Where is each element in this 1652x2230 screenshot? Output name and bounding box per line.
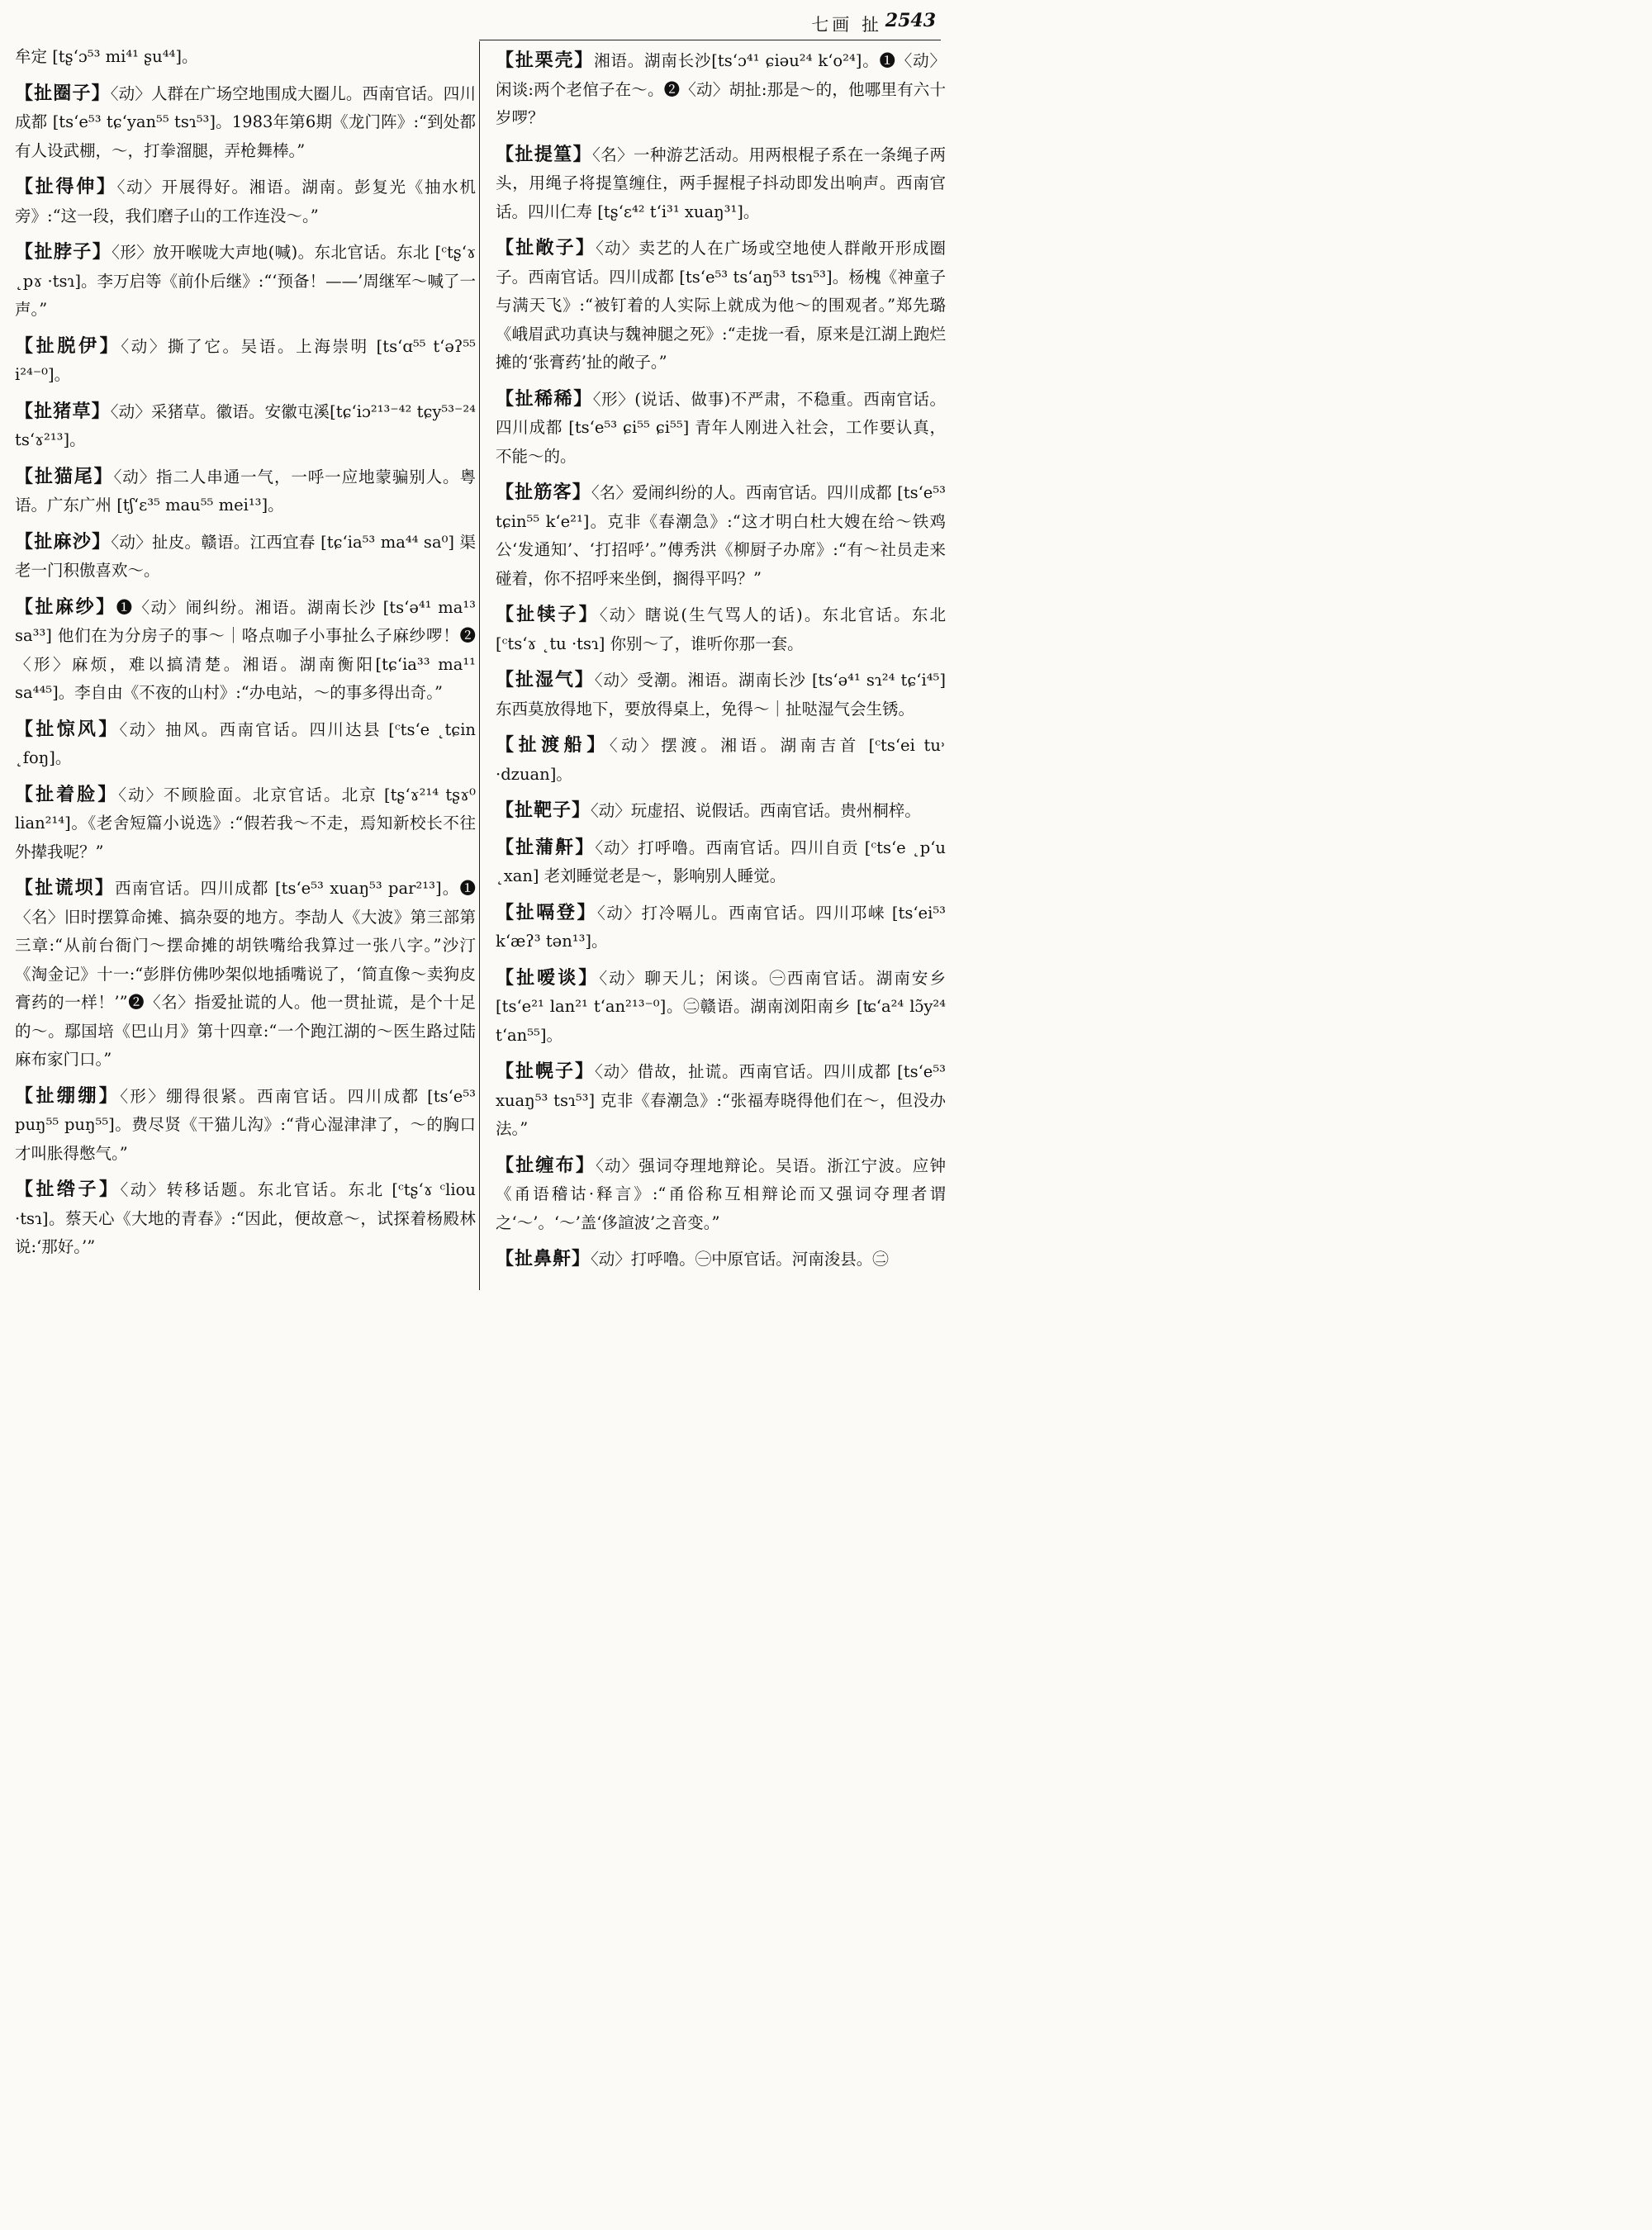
dictionary-entry: 【扯敞子】〈动〉卖艺的人在广场或空地使人群敞开形成圈子。西南官话。四川成都 [tsʻe⁵³ tsʻaŋ⁵³ tsɿ⁵³]。杨槐《神童子与满天飞》:“被钉着的人实际上就成为他～的围观者。”郑先璐《峨眉武功真诀与魏神腿之死》:“走拢一看，原来是江湖上跑烂摊的‘张膏药’扯的敞子。” bbox=[496, 237, 946, 372]
dictionary-entry: 【扯湿气】〈动〉受潮。湘语。湖南长沙 [tsʻə⁴¹ sɿ²⁴ tɕʻi⁴⁵] 东西莫放得地下，要放得桌上，免得～｜扯哒湿气会生锈。 bbox=[496, 669, 946, 719]
dictionary-entry: 【扯绷绷】〈形〉绷得很紧。西南官话。四川成都 [tsʻe⁵³ puŋ⁵⁵ puŋ⁵⁵]。费尽贤《干猫儿沟》:“背心湿津津了，～的胸口才叫胀得憋气。” bbox=[15, 1084, 476, 1163]
dictionary-entry: 【扯幌子】〈动〉借故，扯谎。西南官话。四川成都 [tsʻe⁵³ xuaŋ⁵³ tsɿ⁵³] 克非《春潮急》:“张福寿晓得他们在～，但没办法。” bbox=[496, 1060, 946, 1138]
entry-headword: 扯鼻鼾 bbox=[515, 1248, 572, 1269]
entry-headword: 扯谎坝 bbox=[35, 877, 95, 899]
entry-definition: 〈动〉不顾脸面。北京官话。北京 [tʂʻɤ²¹⁴ tʂɤ⁰ lian²¹⁴]。《老舍短篇小说选》:“假若我～不走，焉知新校长不往外撵我呢？” bbox=[15, 785, 476, 861]
entry-headword: 扯绷绷 bbox=[36, 1084, 99, 1107]
dictionary-entry: 【扯脱伊】〈动〉撕了它。吴语。上海崇明 [tsʻɑ⁵⁵ tʻəʔ⁵⁵ i²⁴⁻⁰]。 bbox=[15, 334, 476, 384]
entry-definition: 〈名〉一种游艺活动。用两根棍子系在一条绳子两头，用绳子将提篁缠住，两手握棍子抖动即发出响声。西南官话。四川仁寿 [tʂʻɛ⁴² tʻi³¹ xuaŋ³¹]。 bbox=[496, 145, 946, 221]
entry-headword: 扯筋客 bbox=[515, 482, 572, 503]
entry-definition: ❶〈动〉闹纠纷。湘语。湖南长沙 [tsʻə⁴¹ ma¹³ sa³³] 他们在为分房子的事～｜咯点咖子小事扯么子麻纱啰！❷〈形〉麻烦，难以搞清楚。湘语。湖南衡阳[tɕʻia³³ ma¹¹ sa⁴⁴⁵]。李自由《不夜的山村》:“办电站，～的事多得出奇。” bbox=[15, 597, 476, 702]
entry-definition: 〈动〉强词夺理地辩论。吴语。浙江宁波。应钟《甬语稽诂·释言》:“甬俗称互相辩论而又强词夺理者谓之‘～’。‘～’盖‘侈諠波’之音变。” bbox=[496, 1155, 946, 1232]
entry-definition: 〈动〉抽风。西南官话。四川达县 [ᶜtsʻe ˛tɕin ˛foŋ]。 bbox=[15, 719, 476, 767]
entry-definition: 〈动〉借故，扯谎。西南官话。四川成都 [tsʻe⁵³ xuaŋ⁵³ tsɿ⁵³] 克非《春潮急》:“张福寿晓得他们在～，但没办法。” bbox=[496, 1062, 946, 1138]
dictionary-entry: 【扯猪草】〈动〉采猪草。徽语。安徽屯溪[tɕʻiɔ²¹³⁻⁴² tɕy⁵³⁻²⁴ tsʻɤ²¹³]。 bbox=[15, 400, 476, 449]
entry-headword: 扯猪草 bbox=[34, 400, 92, 422]
right-column bbox=[496, 46, 946, 1282]
entry-headword: 扯惊风 bbox=[36, 718, 99, 740]
page-header bbox=[0, 5, 961, 33]
entry-definition: 〈动〉扯皮。赣语。江西宜春 [tɕʻia⁵³ ma⁴⁴ sa⁰] 渠老一门积傲喜欢～。 bbox=[15, 532, 476, 580]
dictionary-entry: 【扯绺子】〈动〉转移话题。东北官话。东北 [ᶜtʂʻɤ ᶜliou ·tsɿ]。蔡天心《大地的青春》:“因此，便故意～，试探着杨殿林说:‘那好。’” bbox=[15, 1179, 476, 1256]
dictionary-entry: 【扯稀稀】〈形〉(说话、做事)不严肃，不稳重。西南官话。四川成都 [tsʻe⁵³ ɕi⁵⁵ ɕi⁵⁵] 青年人刚进入社会，工作要认真，不能～的。 bbox=[496, 387, 946, 466]
dictionary-entry: 【扯缠布】〈动〉强词夺理地辩论。吴语。浙江宁波。应钟《甬语稽诂·释言》:“甬俗称互相辩论而又强词夺理者谓之‘～’。‘～’盖‘侈諠波’之音变。” bbox=[496, 1154, 946, 1232]
continued-text: 牟定 [tʂʻɔ⁵³ mi⁴¹ ʂu⁴⁴]。 bbox=[15, 47, 198, 66]
entry-definition: 〈动〉打呼噜。西南官话。四川自贡 [ᶜtsʻe ˛pʻu ˛xan] 老刘睡觉老是～，影响别人睡觉。 bbox=[496, 837, 946, 885]
entry-definition: 〈动〉转移话题。东北官话。东北 [ᶜtʂʻɤ ᶜliou ·tsɿ]。蔡天心《大地的青春》:“因此，便故意～，试探着杨殿林说:‘那好。’” bbox=[15, 1180, 476, 1256]
entry-headword: 扯栗壳 bbox=[515, 50, 575, 71]
column-divider bbox=[479, 41, 480, 1290]
entry-definition: 〈动〉打呼噜。㊀中原官话。河南浚县。㊁ bbox=[591, 1250, 889, 1269]
entry-definition: 〈动〉指二人串通一气，一呼一应地蒙骗别人。粤语。广东广州 [tʃʻɛ³⁵ mau⁵⁵ mei¹³]。 bbox=[15, 467, 476, 515]
dictionary-entry: 【扯筋客】〈名〉爱闹纠纷的人。西南官话。四川成都 [tsʻe⁵³ tɕin⁵⁵ kʻe²¹]。克非《春潮急》:“这才明白杜大嫂在给～铁鸡公‘发通知’、‘打招呼’。”傅秀洪《柳厨子办席》:“有～社员走来碰着，你不招呼来坐倒，搁得平吗？” bbox=[496, 482, 946, 588]
entry-headword: 扯脖子 bbox=[34, 241, 93, 263]
entry-headword: 扯麻沙 bbox=[34, 530, 93, 553]
entry-headword: 扯蒲鼾 bbox=[515, 836, 576, 858]
dictionary-entry: 【扯提篁】〈名〉一种游艺活动。用两根棍子系在一条绳子两头，用绳子将提篁缠住，两手握棍子抖动即发出响声。西南官话。四川仁寿 [tʂʻɛ⁴² tʻi³¹ xuaŋ³¹]。 bbox=[496, 143, 946, 221]
dictionary-entry: 【扯栗壳】湘语。湖南长沙[tsʻɔ⁴¹ ɕiəu²⁴ kʻo²⁴]。❶〈动〉闲谈:两个老倌子在～。❷〈动〉胡扯:那是～的，他哪里有六十岁啰？ bbox=[496, 50, 946, 127]
entry-headword: 扯圈子 bbox=[34, 82, 92, 104]
dictionary-entry: 【扯靶子】〈动〉玩虚招、说假话。西南官话。贵州桐梓。 bbox=[496, 799, 921, 821]
dictionary-entry: 【扯蒲鼾】〈动〉打呼噜。西南官话。四川自贡 [ᶜtsʻe ˛pʻu ˛xan] 老刘睡觉老是～，影响别人睡觉。 bbox=[496, 836, 946, 885]
entry-definition: 〈动〉撕了它。吴语。上海崇明 [tsʻɑ⁵⁵ tʻəʔ⁵⁵ i²⁴⁻⁰]。 bbox=[15, 336, 476, 384]
entry-definition: 湘语。湖南长沙[tsʻɔ⁴¹ ɕiəu²⁴ kʻo²⁴]。❶〈动〉闲谈:两个老倌子在～。❷〈动〉胡扯:那是～的，他哪里有六十岁啰？ bbox=[496, 51, 946, 127]
dictionary-entry: 【扯惊风】〈动〉抽风。西南官话。四川达县 [ᶜtsʻe ˛tɕin ˛foŋ]。 bbox=[15, 718, 476, 767]
entry-definition: 〈动〉受潮。湘语。湖南长沙 [tsʻə⁴¹ sɿ²⁴ tɕʻi⁴⁵] 东西莫放得地下，要放得桌上，免得～｜扯哒湿气会生锈。 bbox=[496, 671, 946, 719]
entry-definition: 〈动〉打冷嗝儿。西南官话。四川邛崃 [tsʻei⁵³ kʻæʔ³ tən¹³]。 bbox=[496, 903, 946, 951]
entry-definition: 〈形〉放开喉咙大声地(喊)。东北官话。东北 [ᶜtʂʻɤ ˛pɤ ·tsɿ]。李万启等《前仆后继》:“‘预备！——’周继军～喊了一声。” bbox=[15, 243, 476, 319]
entry-headword: 扯敞子 bbox=[515, 237, 576, 259]
entry-headword: 扯得伸 bbox=[35, 176, 97, 197]
entry-definition: 〈动〉卖艺的人在广场或空地使人群敞开形成圈子。西南官话。四川成都 [tsʻe⁵³ tsʻaŋ⁵³ tsɿ⁵³]。杨槐《神童子与满天飞》:“被钉着的人实际上就成为他～的围观者。”郑先璐《峨眉武功真诀与魏神腿之死》:“走拢一看，原来是江湖上跑烂摊的‘张膏药’扯的敞子。” bbox=[496, 239, 946, 372]
dictionary-entry: 【扯着脸】〈动〉不顾脸面。北京官话。北京 [tʂʻɤ²¹⁴ tʂɤ⁰ lian²¹⁴]。《老舍短篇小说选》:“假若我～不走，焉知新校长不往外撵我呢？” bbox=[15, 783, 476, 861]
entry-headword: 扯稀稀 bbox=[515, 387, 574, 410]
entry-headword: 扯着脸 bbox=[36, 783, 98, 805]
entry-definition: 〈名〉爱闹纠纷的人。西南官话。四川成都 [tsʻe⁵³ tɕin⁵⁵ kʻe²¹]。克非《春潮急》:“这才明白杜大嫂在给～铁鸡公‘发通知’、‘打招呼’。”傅秀洪《柳厨子办席》:“有～社员走来碰着，你不招呼来坐倒，搁得平吗？” bbox=[496, 483, 946, 588]
entry-definition: 〈动〉聊天儿；闲谈。㊀西南官话。湖南安乡 [tsʻe²¹ lan²¹ tʻan²¹³⁻⁰]。㊁赣语。湖南浏阳南乡 [ʨʻa²⁴ lɔ̃y²⁴ tʻan⁵⁵]。 bbox=[496, 968, 946, 1045]
dictionary-entry: 【扯嗳谈】〈动〉聊天儿；闲谈。㊀西南官话。湖南安乡 [tsʻe²¹ lan²¹ tʻan²¹³⁻⁰]。㊁赣语。湖南浏阳南乡 [ʨʻa²⁴ lɔ̃y²⁴ tʻan⁵⁵]。 bbox=[496, 966, 946, 1045]
entry-headword: 扯湿气 bbox=[515, 669, 575, 690]
dictionary-entry: 【扯嗝登】〈动〉打冷嗝儿。西南官话。四川邛崃 [tsʻei⁵³ kʻæʔ³ tən¹³]。 bbox=[496, 901, 946, 951]
dictionary-entry: 【扯鼻鼾】〈动〉打呼噜。㊀中原官话。河南浚县。㊁ bbox=[496, 1248, 889, 1269]
entry-headword: 扯提篁 bbox=[515, 143, 573, 165]
entry-definition: 〈动〉摆渡。湘语。湖南吉首 [ᶜtsʻei tu˒ ·dzuan]。 bbox=[496, 736, 946, 784]
entry-headword: 扯缠布 bbox=[515, 1154, 576, 1176]
left-column bbox=[15, 43, 476, 1269]
entry-headword: 扯靶子 bbox=[515, 799, 572, 821]
entry-definition: 〈形〉(说话、做事)不严肃，不稳重。西南官话。四川成都 [tsʻe⁵³ ɕi⁵⁵ ɕi⁵⁵] 青年人刚进入社会，工作要认真，不能～的。 bbox=[496, 389, 946, 466]
entry-definition: 〈动〉人群在广场空地围成大圈儿。西南官话。四川成都 [tsʻe⁵³ tɕʻyan⁵⁵ tsɿ⁵³]。1983年第6期《龙门阵》:“到处都有人设武棚，～，打拳溜腿，弄枪舞棒。” bbox=[15, 83, 476, 160]
dictionary-entry: 【扯麻沙】〈动〉扯皮。赣语。江西宜春 [tɕʻia⁵³ ma⁴⁴ sa⁰] 渠老一门积傲喜欢～。 bbox=[15, 530, 476, 580]
dictionary-entry: 【扯犊子】〈动〉瞎说(生气骂人的话)。东北官话。东北 [ᶜtsʻɤ ˛tu ·tsɿ] 你别～了，谁听你那一套。 bbox=[496, 604, 946, 653]
entry-headword: 扯脱伊 bbox=[36, 334, 100, 357]
entry-definition: 〈动〉瞎说(生气骂人的话)。东北官话。东北 [ᶜtsʻɤ ˛tu ·tsɿ] 你别～了，谁听你那一套。 bbox=[496, 605, 946, 653]
entry-headword: 扯嗝登 bbox=[515, 901, 577, 923]
dictionary-entry: 【扯猫尾】〈动〉指二人串通一气，一呼一应地蒙骗别人。粤语。广东广州 [tʃʻɛ³⁵ mau⁵⁵ mei¹³]。 bbox=[15, 465, 476, 515]
dictionary-entry: 【扯得伸】〈动〉开展得好。湘语。湖南。彭复光《抽水机旁》:“这一段，我们磨子山的工作连没～。” bbox=[15, 176, 476, 225]
entry-headword: 扯嗳谈 bbox=[516, 966, 579, 989]
entry-headword: 扯绺子 bbox=[36, 1179, 99, 1200]
page-number: 2543 bbox=[885, 10, 936, 31]
dictionary-entry: 【扯渡船】〈动〉摆渡。湘语。湖南吉首 [ᶜtsʻei tu˒ ·dzuan]。 bbox=[496, 734, 946, 784]
dictionary-entry: 【扯谎坝】西南官话。四川成都 [tsʻe⁵³ xuaŋ⁵³ par²¹³]。❶〈名〉旧时摆算命摊、搞杂耍的地方。李劼人《大波》第三部第三章:“从前台衙门～摆命摊的胡铁嘴给我算过一张八字。”沙汀《淘金记》十一:“彭胖仿佛吵架似地插嘴说了，‘简直像～卖狗皮膏药的一样！’”❷〈名〉指爱扯谎的人。他一贯扯谎，是个十足的～。鄢国培《巴山月》第十四章:“一个跑江湖的～医生路过陆麻布家门口。” bbox=[15, 877, 476, 1069]
entry-definition: 〈动〉开展得好。湘语。湖南。彭复光《抽水机旁》:“这一段，我们磨子山的工作连没～。” bbox=[15, 178, 476, 225]
entry-definition: 西南官话。四川成都 [tsʻe⁵³ xuaŋ⁵³ par²¹³]。❶〈名〉旧时摆算命摊、搞杂耍的地方。李劼人《大波》第三部第三章:“从前台衙门～摆命摊的胡铁嘴给我算过一张八字。”沙汀《淘金记》十一:“彭胖仿佛吵架似地插嘴说了，‘简直像～卖狗皮膏药的一样！’”❷〈名〉指爱扯谎的人。他一贯扯谎，是个十足的～。鄢国培《巴山月》第十四章:“一个跑江湖的～医生路过陆麻布家门口。” bbox=[15, 879, 476, 1069]
entry-headword: 扯猫尾 bbox=[34, 465, 94, 487]
entry-headword: 扯渡船 bbox=[518, 734, 587, 756]
entry-definition: 〈形〉绷得很紧。西南官话。四川成都 [tsʻe⁵³ puŋ⁵⁵ puŋ⁵⁵]。费尽贤《干猫儿沟》:“背心湿津津了，～的胸口才叫胀得憋气。” bbox=[15, 1086, 476, 1163]
entry-headword: 扯麻纱 bbox=[35, 595, 97, 618]
entry-definition: 〈动〉玩虚招、说假话。西南官话。贵州桐梓。 bbox=[591, 801, 921, 820]
running-head: 七画 扯 bbox=[811, 15, 882, 35]
dictionary-entry: 【扯麻纱】❶〈动〉闹纠纷。湘语。湖南长沙 [tsʻə⁴¹ ma¹³ sa³³] 他们在为分房子的事～｜咯点咖子小事扯么子麻纱啰！❷〈形〉麻烦，难以搞清楚。湘语。湖南衡阳[tɕʻia³³ ma¹¹ sa⁴⁴⁵]。李自由《不夜的山村》:“办电站，～的事多得出奇。” bbox=[15, 595, 476, 702]
dictionary-entry: 【扯圈子】〈动〉人群在广场空地围成大圈儿。西南官话。四川成都 [tsʻe⁵³ tɕʻyan⁵⁵ tsɿ⁵³]。1983年第6期《龙门阵》:“到处都有人设武棚，～，打拳溜腿，弄枪舞棒。” bbox=[15, 82, 476, 160]
entry-definition: 〈动〉采猪草。徽语。安徽屯溪[tɕʻiɔ²¹³⁻⁴² tɕy⁵³⁻²⁴ tsʻɤ²¹³]。 bbox=[15, 401, 476, 449]
dictionary-entry: 【扯脖子】〈形〉放开喉咙大声地(喊)。东北官话。东北 [ᶜtʂʻɤ ˛pɤ ·tsɿ]。李万启等《前仆后继》:“‘预备！——’周继军～喊了一声。” bbox=[15, 241, 476, 319]
entry-headword: 扯幌子 bbox=[515, 1060, 575, 1082]
entry-headword: 扯犊子 bbox=[516, 604, 579, 625]
